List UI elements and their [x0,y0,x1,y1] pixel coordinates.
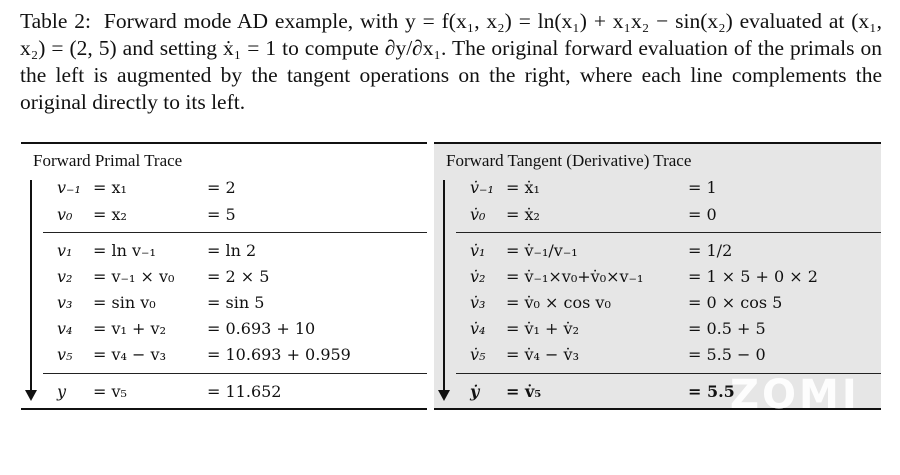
down-arrow-icon [443,180,445,396]
watermark-logo: ZOMI酱 [730,372,860,473]
caption-text: Forward mode AD example, with y = f(x₁, x₂) = ln(x₁) + x₁x₂ − sin(x₂) evaluated at (x₁, x₂) = (2, 5) and setting ẋ₁ = 1 to compute ∂y/∂x₁. The original forward evaluation of the primals on the left is augmented by the tangent operations on the right, where each line complements the original directly to its left. [20,9,882,114]
tangent-trace-panel: Forward Tangent (Derivative) Trace v̇₋₁ = ẋ₁ = 1 v̇₀ = ẋ₂ = 0 v̇₁ = v̇₋₁/v₋₁ = 1/2 v̇₂ = v̇₋₁×v₀+v̇₀×v₋₁ = 1 × 5 + 0 × 2 v̇₃ = v̇₀ × cos v₀ = 0 × cos 5 v̇₄ = v̇₁ + v̇₂ = 0.5 + 5 v̇₅ = v̇₄ − v̇₃ = 5.5 − 0 ẏ = v̇₅ = 5.5 [434,142,881,410]
section-divider [456,232,881,233]
arrowhead-icon [25,390,37,401]
primal-trace-panel: Forward Primal Trace v₋₁ = x₁ = 2 v₀ = x₂ = 5 v₁ = ln v₋₁ = ln 2 v₂ = v₋₁ × v₀ = 2 × 5 v₃ = sin v₀ = sin 5 v₄ = v₁ + v₂ = 0.693 + 10 v₅ = v₄ − v₃ = 10.693 + 0.959 y = v₅ = 11.652 [21,142,427,410]
section-divider [43,373,427,374]
arrowhead-icon [438,390,450,401]
tangent-trace-title: Forward Tangent (Derivative) Trace [446,151,692,170]
caption-label: Table 2: [20,9,92,33]
section-divider [43,232,427,233]
primal-trace-title: Forward Primal Trace [33,151,183,170]
table-caption [20,8,882,116]
down-arrow-icon [30,180,32,396]
top-rule [21,142,427,144]
top-rule [434,142,881,144]
bottom-rule [21,408,427,410]
